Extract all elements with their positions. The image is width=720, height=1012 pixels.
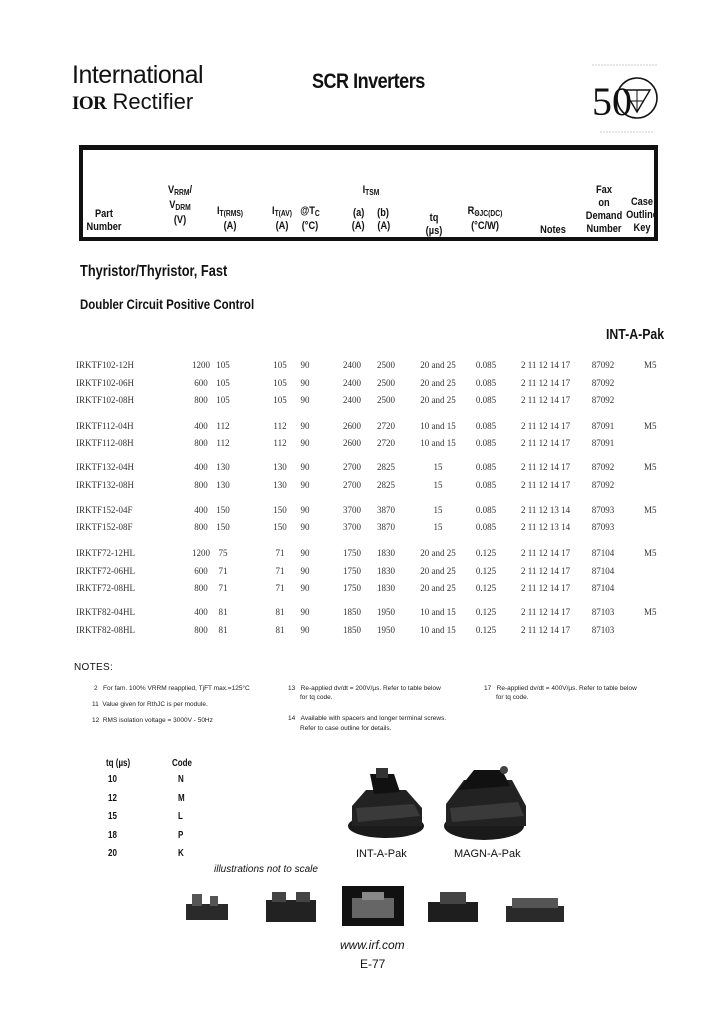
col-vrrm: $V_{RRM}/$ $V_{DRM}$ (V) (167, 184, 193, 226)
anniversary-emblem-icon (590, 60, 660, 138)
cell-b: 2500 (377, 360, 395, 370)
cell-it: 81 (218, 607, 228, 617)
cell-r: 0.085 (475, 480, 497, 490)
cell-tq: 15 (433, 522, 443, 532)
cell-case: M5 (644, 548, 657, 558)
cell-fax: 87091 (591, 421, 615, 431)
cell-notes: 2 11 12 14 17 (521, 548, 571, 558)
cell-v: 400 (194, 505, 208, 515)
cell-v: 1200 (192, 548, 210, 558)
cell-notes: 2 11 12 14 17 (521, 607, 571, 617)
cell-v: 800 (194, 583, 208, 593)
note-item: 2 For fam. 100% VRRM reapplied, TjFT max.=125°C (94, 685, 250, 692)
cell-v: 600 (194, 378, 208, 388)
cell-r: 0.085 (475, 438, 497, 448)
tq-code: N (178, 774, 184, 785)
cell-part: IRKTF72-08HL (76, 583, 135, 593)
code-table-header: Code (172, 758, 192, 769)
page-number: E-77 (360, 957, 386, 971)
section-subtitle: Doubler Circuit Positive Control (80, 296, 255, 312)
cell-fax: 87092 (591, 480, 615, 490)
cell-part: IRKTF102-06H (76, 378, 134, 388)
cell-r: 0.125 (475, 566, 497, 576)
notes-heading: NOTES: (74, 662, 114, 673)
cell-notes: 2 11 12 13 14 (521, 505, 571, 515)
int-a-pak-label: INT-A-Pak (356, 848, 407, 860)
col-case-outline: Case Outline Key (626, 196, 658, 234)
tq-code: L (178, 811, 183, 822)
cell-tq: 20 and 25 (420, 360, 456, 370)
magn-a-pak-package-icon (440, 760, 530, 850)
brand-rectifier (72, 90, 193, 116)
cell-tq: 20 and 25 (420, 566, 456, 576)
note-item: for tq code. (300, 694, 333, 701)
cell-tq: 20 and 25 (420, 378, 456, 388)
note-item: 13 Re-applied dv/dt = 200V/µs. Refer to table below (288, 685, 441, 692)
cell-it: 81 (218, 625, 228, 635)
cell-iav: 112 (273, 421, 287, 431)
cell-r: 0.085 (475, 395, 497, 405)
cell-a: 1850 (343, 625, 361, 635)
package-heading: INT-A-Pak (606, 326, 665, 343)
illustrations-note: illustrations not to scale (214, 864, 318, 875)
cell-it: 75 (218, 548, 228, 558)
tq-value: 20 (108, 848, 117, 859)
cell-notes: 2 11 12 14 17 (521, 583, 571, 593)
col-tc: $@T_C$ (°C) (300, 205, 320, 232)
col-it-rms: $I_{T(RMS)}$ (A) (216, 205, 244, 232)
col-notes: Notes (540, 224, 566, 236)
brand-international: International (72, 61, 204, 89)
cell-iav: 71 (275, 583, 285, 593)
cell-r: 0.085 (475, 505, 497, 515)
cell-it: 130 (216, 480, 230, 490)
note-item: 14 Available with spacers and longer terminal screws. (288, 715, 447, 722)
page-title: SCR Inverters (312, 70, 425, 93)
cell-it: 71 (218, 566, 228, 576)
cell-b: 2720 (377, 421, 395, 431)
cell-a: 2400 (343, 395, 361, 405)
cell-case: M5 (644, 421, 657, 431)
note-item: for tq code. (496, 694, 529, 701)
cell-r: 0.085 (475, 360, 497, 370)
cell-a: 3700 (343, 522, 361, 532)
cell-iav: 112 (273, 438, 287, 448)
cell-case: M5 (644, 462, 657, 472)
cell-v: 600 (194, 566, 208, 576)
cell-case: M5 (644, 505, 657, 515)
cell-tc: 90 (300, 522, 310, 532)
cell-tq: 20 and 25 (420, 548, 456, 558)
tq-value: 18 (108, 829, 117, 841)
cell-tc: 90 (300, 480, 310, 490)
cell-tc: 90 (300, 360, 310, 370)
cell-tc: 90 (300, 395, 310, 405)
cell-tc: 90 (300, 583, 310, 593)
tq-code: M (178, 792, 185, 804)
cell-iav: 105 (273, 395, 287, 405)
cell-part: IRKTF82-04HL (76, 607, 135, 617)
cell-fax: 87093 (591, 522, 615, 532)
cell-r: 0.125 (475, 625, 497, 635)
cell-part: IRKTF72-12HL (76, 548, 135, 558)
int-a-pak-package-icon (344, 764, 428, 848)
cell-it: 105 (216, 378, 230, 388)
tq-value: 12 (108, 792, 117, 804)
tq-code: P (178, 829, 184, 841)
col-itsm: $I_{TSM}$ (a) (b) (A) (A) (351, 184, 391, 232)
cell-v: 400 (194, 607, 208, 617)
tq-value: 10 (108, 774, 117, 785)
package-thumbnail-icon (342, 886, 404, 926)
cell-b: 1830 (377, 583, 395, 593)
cell-iav: 105 (273, 378, 287, 388)
cell-fax: 87093 (591, 505, 615, 515)
cell-b: 1950 (377, 607, 395, 617)
cell-fax: 87104 (591, 583, 615, 593)
cell-case: M5 (644, 360, 657, 370)
cell-tq: 20 and 25 (420, 395, 456, 405)
cell-a: 1750 (343, 548, 361, 558)
cell-b: 1830 (377, 566, 395, 576)
col-part-number: Part Number (86, 208, 122, 233)
cell-it: 130 (216, 462, 230, 472)
cell-fax: 87091 (591, 438, 615, 448)
cell-notes: 2 11 12 14 17 (521, 360, 571, 370)
cell-notes: 2 11 12 14 17 (521, 438, 571, 448)
cell-it: 71 (218, 583, 228, 593)
cell-fax: 87092 (591, 360, 615, 370)
cell-b: 2500 (377, 378, 395, 388)
cell-v: 800 (194, 625, 208, 635)
note-item: 17 Re-applied dv/dt = 400V/µs. Refer to table below (484, 685, 637, 692)
cell-a: 2600 (343, 421, 361, 431)
cell-a: 2400 (343, 378, 361, 388)
cell-r: 0.085 (475, 421, 497, 431)
cell-part: IRKTF132-08H (76, 480, 134, 490)
cell-iav: 150 (273, 505, 287, 515)
cell-a: 1750 (343, 566, 361, 576)
cell-fax: 87103 (591, 625, 615, 635)
anniversary-logo (590, 60, 660, 138)
cell-iav: 71 (275, 548, 285, 558)
anniversary-number: 50 (592, 79, 632, 124)
tq-table-header: tq (µs) (106, 758, 131, 769)
cell-tc: 90 (300, 505, 310, 515)
cell-tc: 90 (300, 566, 310, 576)
cell-notes: 2 11 12 14 17 (521, 462, 571, 472)
cell-part: IRKTF82-08HL (76, 625, 135, 635)
cell-fax: 87104 (591, 566, 615, 576)
package-thumbnail-icon (424, 886, 482, 926)
cell-part: IRKTF102-08H (76, 395, 134, 405)
cell-it: 150 (216, 505, 230, 515)
cell-notes: 2 11 12 14 17 (521, 480, 571, 490)
cell-it: 105 (216, 395, 230, 405)
cell-iav: 130 (273, 480, 287, 490)
cell-part: IRKTF152-04F (76, 505, 133, 515)
col-it-av: $I_{T(AV)}$ (A) (271, 205, 292, 232)
cell-it: 150 (216, 522, 230, 532)
cell-tc: 90 (300, 625, 310, 635)
cell-a: 3700 (343, 505, 361, 515)
cell-tc: 90 (300, 438, 310, 448)
cell-r: 0.085 (475, 522, 497, 532)
cell-r: 0.125 (475, 583, 497, 593)
cell-iav: 81 (275, 607, 285, 617)
cell-tc: 90 (300, 462, 310, 472)
cell-tc: 90 (300, 378, 310, 388)
cell-v: 800 (194, 480, 208, 490)
package-thumbnail-icon (180, 886, 234, 926)
cell-notes: 2 11 12 14 17 (521, 395, 571, 405)
cell-iav: 105 (273, 360, 287, 370)
cell-tc: 90 (300, 607, 310, 617)
tq-value: 15 (108, 811, 117, 822)
cell-v: 800 (194, 438, 208, 448)
cell-tq: 10 and 15 (420, 421, 456, 431)
cell-fax: 87104 (591, 548, 615, 558)
cell-tq: 20 and 25 (420, 583, 456, 593)
cell-part: IRKTF152-08F (76, 522, 133, 532)
cell-notes: 2 11 12 14 17 (521, 625, 571, 635)
cell-a: 2700 (343, 462, 361, 472)
cell-tq: 10 and 15 (420, 438, 456, 448)
cell-fax: 87092 (591, 462, 615, 472)
cell-fax: 87092 (591, 378, 615, 388)
magn-a-pak-label: MAGN-A-Pak (454, 848, 521, 860)
cell-part: IRKTF72-06HL (76, 566, 135, 576)
cell-b: 2825 (377, 480, 395, 490)
col-tq: tq (µs) (425, 212, 443, 237)
cell-part: IRKTF132-04H (76, 462, 134, 472)
brand-rectifier-text: Rectifier (112, 89, 194, 114)
cell-tq: 15 (433, 462, 443, 472)
cell-b: 1830 (377, 548, 395, 558)
tq-code: K (178, 848, 184, 859)
cell-r: 0.125 (475, 548, 497, 558)
cell-fax: 87103 (591, 607, 615, 617)
cell-notes: 2 11 12 14 17 (521, 566, 571, 576)
cell-part: IRKTF102-12H (76, 360, 134, 370)
cell-notes: 2 11 12 14 17 (521, 421, 571, 431)
cell-part: IRKTF112-04H (76, 421, 134, 431)
cell-part: IRKTF112-08H (76, 438, 134, 448)
cell-iav: 81 (275, 625, 285, 635)
cell-fax: 87092 (591, 395, 615, 405)
cell-tc: 90 (300, 548, 310, 558)
cell-b: 2825 (377, 462, 395, 472)
cell-tq: 10 and 15 (420, 607, 456, 617)
col-fax-number: Fax on Demand Number (585, 184, 623, 235)
cell-it: 105 (216, 360, 230, 370)
cell-v: 1200 (192, 360, 210, 370)
section-title: Thyristor/Thyristor, Fast (80, 263, 228, 280)
footer-url[interactable]: www.irf.com (340, 938, 405, 952)
cell-iav: 150 (273, 522, 287, 532)
cell-tq: 10 and 15 (420, 625, 456, 635)
note-item: 11 Value given for RthJC is per module. (92, 701, 208, 708)
cell-r: 0.085 (475, 378, 497, 388)
cell-case: M5 (644, 607, 657, 617)
cell-b: 1950 (377, 625, 395, 635)
ior-logo: IOR (72, 93, 107, 114)
cell-tq: 15 (433, 480, 443, 490)
cell-a: 2700 (343, 480, 361, 490)
note-item: Refer to case outline for details. (300, 725, 392, 732)
cell-tc: 90 (300, 421, 310, 431)
cell-r: 0.085 (475, 462, 497, 472)
cell-it: 112 (216, 421, 230, 431)
cell-notes: 2 11 12 13 14 (521, 522, 571, 532)
note-item: 12 RMS isolation voltage = 3000V - 50Hz (92, 717, 213, 724)
package-thumbnail-icon (504, 886, 566, 926)
cell-a: 1750 (343, 583, 361, 593)
cell-v: 400 (194, 462, 208, 472)
package-thumbnail-icon (262, 886, 320, 926)
cell-tq: 15 (433, 505, 443, 515)
cell-a: 2600 (343, 438, 361, 448)
cell-a: 1850 (343, 607, 361, 617)
cell-b: 3870 (377, 505, 395, 515)
cell-r: 0.125 (475, 607, 497, 617)
cell-a: 2400 (343, 360, 361, 370)
cell-v: 800 (194, 522, 208, 532)
table-header-box (79, 145, 658, 241)
col-rth: $R_{\Theta JC(DC)}$ (°C/W) (467, 205, 503, 232)
cell-v: 400 (194, 421, 208, 431)
cell-v: 800 (194, 395, 208, 405)
cell-b: 3870 (377, 522, 395, 532)
cell-b: 2720 (377, 438, 395, 448)
cell-iav: 130 (273, 462, 287, 472)
cell-b: 2500 (377, 395, 395, 405)
cell-notes: 2 11 12 14 17 (521, 378, 571, 388)
cell-it: 112 (216, 438, 230, 448)
cell-iav: 71 (275, 566, 285, 576)
